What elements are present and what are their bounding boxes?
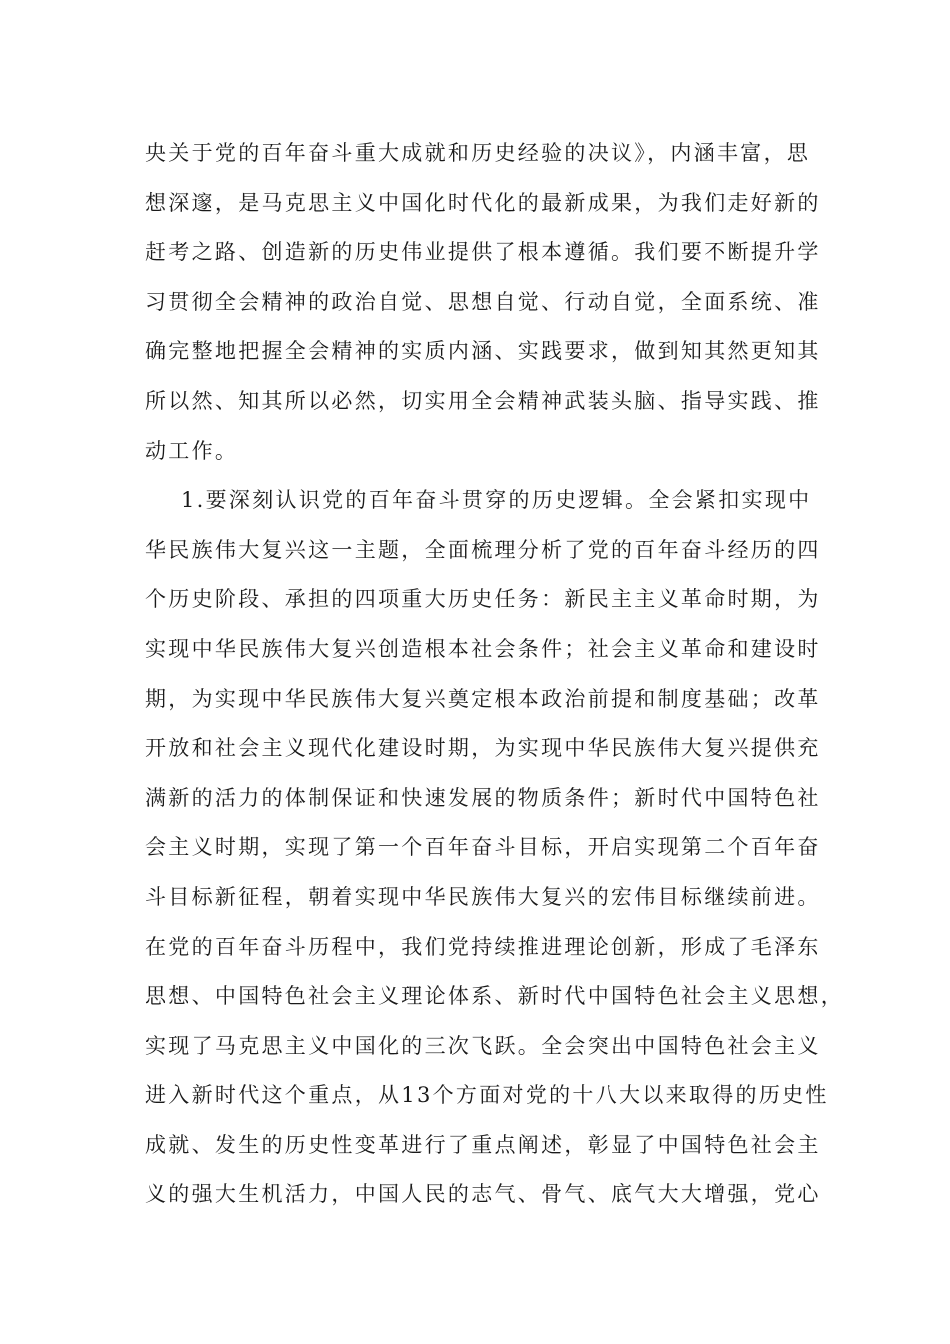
text-line: 实现中华民族伟大复兴创造根本社会条件；社会主义革命和建设时: [145, 636, 821, 661]
text-line: 在党的百年奋斗历程中，我们党持续推进理论创新，形成了毛泽东: [145, 934, 821, 959]
text-line: 想深邃，是马克思主义中国化时代化的最新成果，为我们走好新的: [145, 190, 821, 215]
text-line: 习贯彻全会精神的政治自觉、思想自觉、行动自觉，全面系统、准: [145, 289, 821, 314]
text-line: 华民族伟大复兴这一主题，全面梳理分析了党的百年奋斗经历的四: [145, 537, 821, 562]
body-text: [145, 129, 844, 1220]
text-line: 赶考之路、创造新的历史伟业提供了根本遵循。我们要不断提升学: [145, 240, 821, 265]
text-line: 进入新时代这个重点，从13个方面对党的十八大以来取得的历史性: [145, 1083, 829, 1108]
text-line: 义的强大生机活力，中国人民的志气、骨气、底气大大增强，党心: [145, 1182, 821, 1207]
text-line: 动工作。: [145, 438, 239, 463]
text-line: 斗目标新征程，朝着实现中华民族伟大复兴的宏伟目标继续前进。: [145, 884, 821, 909]
text-line: 个历史阶段、承担的四项重大历史任务：新民主主义革命时期，为: [145, 587, 821, 612]
paragraph-start-line: 1.要深刻认识党的百年奋斗贯穿的历史逻辑。全会紧扣实现中: [181, 488, 812, 513]
text-line: 确完整地把握全会精神的实质内涵、实践要求，做到知其然更知其: [145, 339, 821, 364]
text-line: 会主义时期，实现了第一个百年奋斗目标，开启实现第二个百年奋: [145, 835, 821, 860]
text-line: 开放和社会主义现代化建设时期，为实现中华民族伟大复兴提供充: [145, 736, 821, 761]
text-line: 期，为实现中华民族伟大复兴奠定根本政治前提和制度基础；改革: [145, 686, 821, 711]
text-line: 成就、发生的历史性变革进行了重点阐述，彰显了中国特色社会主: [145, 1132, 821, 1157]
text-line: 央关于党的百年奋斗重大成就和历史经验的决议》，内涵丰富，思: [145, 141, 811, 165]
text-line: 实现了马克思主义中国化的三次飞跃。全会突出中国特色社会主义: [145, 1033, 821, 1058]
text-line: 思想、中国特色社会主义理论体系、新时代中国特色社会主义思想，: [145, 984, 844, 1009]
text-line: 满新的活力的体制保证和快速发展的物质条件；新时代中国特色社: [145, 785, 821, 810]
text-line: 所以然、知其所以必然，切实用全会精神武装头脑、指导实践、推: [145, 388, 821, 413]
